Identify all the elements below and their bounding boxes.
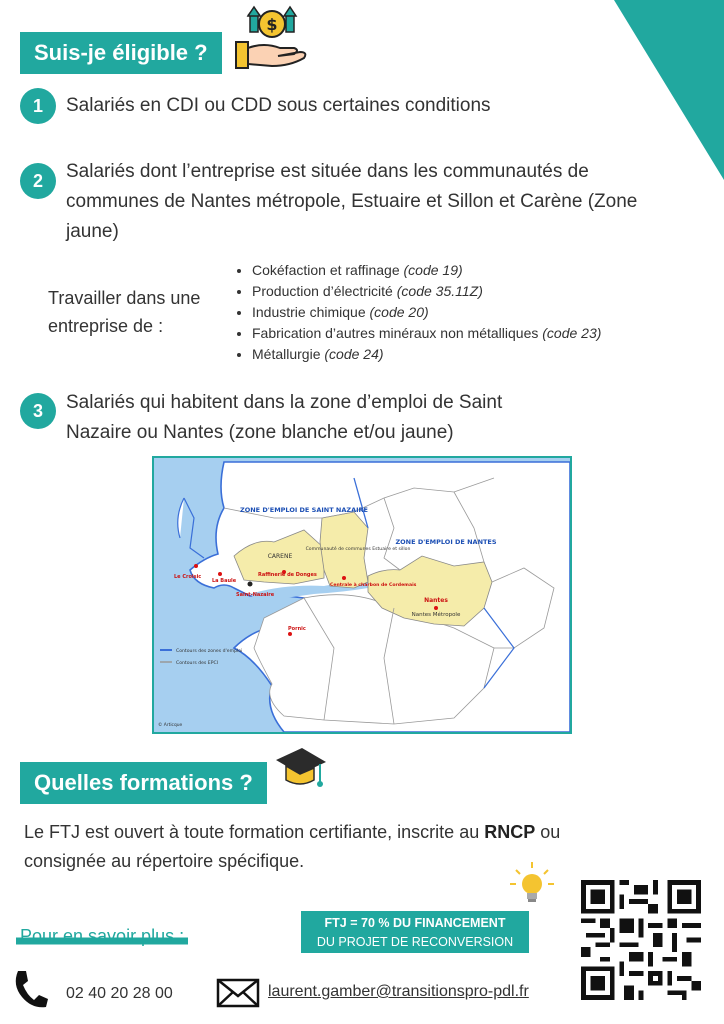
map-label-raffinerie: Raffinerie de Donges — [258, 572, 317, 578]
item-2-text: Salariés dont l’entreprise est située dans les communautés de communes de Nantes métropole, Estuaire et Sillon et Carène (Zone jaune) — [66, 161, 638, 242]
sector-item: • Cokéfaction et raffinage (code 19) — [252, 260, 601, 281]
map-label-estuaire: Communauté de communes Estuaire et sillon — [305, 547, 411, 552]
sector-list — [236, 260, 601, 365]
svg-text:$: $ — [266, 15, 278, 34]
phone-icon — [12, 969, 48, 1009]
sector-item: • Industrie chimique (code 20) — [252, 302, 601, 323]
map-label-nantes-metropole: Nantes Métropole — [411, 612, 461, 618]
map-graphic — [154, 458, 570, 732]
more-info-label: Pour en savoir plus : — [16, 926, 188, 947]
map-label-centrale: Centrale à charbon de Cordemais — [330, 583, 417, 588]
map-label-carene: CARENE — [267, 553, 293, 560]
map-credit: © Articque — [158, 723, 183, 728]
map-label-zone-nantes: ZONE D'EMPLOI DE NANTES — [395, 538, 497, 546]
item-1-number: 1 — [20, 88, 56, 124]
item-2-number: 2 — [20, 163, 56, 199]
map-legend-emploi: Contours des zones d'emploi — [176, 649, 243, 654]
map-label-pornic: Pornic — [288, 626, 306, 632]
map-label-la-baule: La Baule — [212, 578, 237, 584]
map-label-le-croisic: Le Croisic — [174, 574, 202, 580]
rncp-label: RNCP — [484, 822, 536, 842]
ftj-line-1: FTJ = 70 % DU FINANCEMENT — [324, 916, 506, 930]
email-link[interactable]: laurent.gamber@transitionspro-pdl.fr — [268, 983, 529, 1000]
phone-number[interactable]: 02 40 20 28 00 — [66, 985, 173, 1002]
work-lead: Travailler dans une entreprise de : — [48, 288, 201, 336]
sector-item: • Production d’électricité (code 35.11Z) — [252, 281, 601, 302]
item-3-text: Salariés qui habitent dans la zone d’emploi de Saint Nazaire ou Nantes (zone blanche et/ou jaune) — [66, 392, 503, 443]
map-label-zone-sn: ZONE D'EMPLOI DE SAINT NAZAIRE — [239, 506, 369, 514]
ftj-line-2: DU PROJET DE RECONVERSION — [316, 935, 514, 949]
formations-title: Quelles formations ? — [20, 762, 267, 804]
qr-code[interactable] — [581, 880, 701, 1000]
money-hand-icon — [234, 2, 310, 72]
corner-decoration — [614, 0, 724, 180]
item-3-number: 3 — [20, 393, 56, 429]
sector-item: • Fabrication d’autres minéraux non métalliques (code 23) — [252, 323, 601, 344]
item-1-text: Salariés en CDI ou CDD sous certaines conditions — [66, 95, 491, 116]
lightbulb-icon — [508, 860, 556, 908]
mail-icon — [216, 976, 260, 1008]
formations-text: Le FTJ est ouvert à toute formation certifiante, inscrite au RNCP ou consignée au répertoire spécifique. — [24, 822, 561, 871]
map-legend-epci: Contours des EPCI — [176, 661, 219, 666]
map-label-saint-nazaire: Saint-Nazaire — [236, 592, 275, 598]
employment-zone-map — [152, 456, 572, 734]
sector-item: • Métallurgie (code 24) — [252, 344, 601, 365]
graduation-cap-icon — [272, 742, 328, 792]
eligibility-title: Suis-je éligible ? — [20, 32, 222, 74]
map-label-nantes: Nantes — [424, 597, 448, 604]
ftj-banner — [301, 911, 529, 953]
